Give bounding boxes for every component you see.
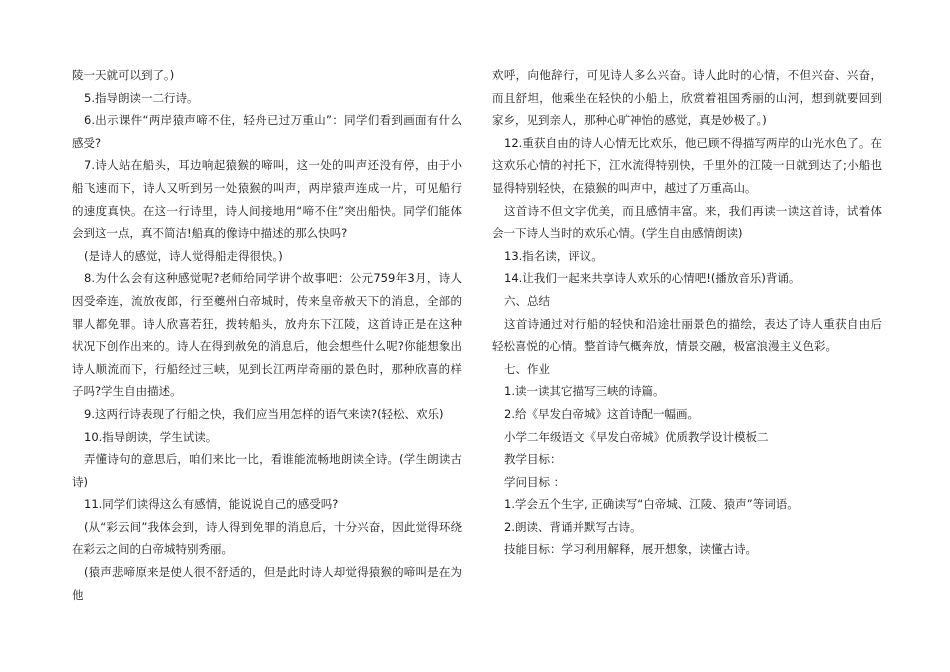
paragraph: 弄懂诗句的意思后，咱们来比一比，看谁能流畅地朗读全诗。(学生朗读古诗) — [72, 452, 462, 489]
paragraph: 1.学会五个生字, 正确读写“白帝城、江陵、猿声”等词语。 — [504, 497, 799, 512]
paragraph: 1.读一读其它描写三峡的诗篇。 — [504, 384, 665, 399]
paragraph: 9.这两行诗表现了行船之快，我们应当用怎样的语气来读?(轻松、欢乐) — [84, 406, 444, 421]
paragraph: 小学二年级语文《早发白帝城》优质教学设计模板二 — [504, 429, 769, 444]
paragraph: 10.指导朗读，学生试读。 — [84, 429, 218, 444]
paragraph: 7.诗人站在船头，耳边响起猿猴的啼叫，这一处的叫声还没有停，由于小船飞速而下，诗人又听到另一处猿猴的叫声，两岸猿声连成一片，可见船行的速度真快。在这一行诗里，诗人间接地用“啼不住”突出船快。同学们能体会到这一点，真不简洁!船真的像诗中描述的那么快吗? — [72, 158, 462, 241]
paragraph: (从“彩云间”我体会到，诗人得到免罪的消息后，十分兴奋，因此觉得环绕在彩云之间的白帝城特别秀丽。 — [72, 519, 462, 557]
paragraph: 6.出示课件“两岸猿声啼不住，轻舟已过万重山”：同学们看到画面有什么感受? — [72, 113, 462, 150]
paragraph: 5.指导朗读一二行诗。 — [84, 90, 199, 105]
paragraph: (是诗人的感觉，诗人觉得船走得很快。) — [84, 248, 283, 263]
left-column — [72, 64, 462, 606]
paragraph: (猿声悲啼原来是使人很不舒适的，但是此时诗人却觉得猿猴的啼叫是在为他 — [72, 565, 462, 602]
paragraph: 8.为什么会有这种感觉呢?老师给同学讲个故事吧：公元759年3月，诗人因受牵连，流放夜郎，行至夔州白帝城时，传来皇帝赦天下的消息，全部的罪人都免罪。诗人欣喜若狂，拨转船头，放舟东下江陵，这首诗正是在这种状况下创作出来的。诗人在得到赦免的消息后，他会想些什么呢?你能想象出诗人顺流而下，行船经过三峡，见到长江两岸奇丽的景色时，那种欣喜的样子吗?学生自由描述。 — [72, 271, 462, 399]
paragraph: 2.朗读、背诵并默写古诗。 — [504, 519, 642, 534]
paragraph: 教学目标： — [504, 452, 562, 467]
paragraph: 这首诗不但文字优美，而且感情丰富。来，我们再读一读这首诗，试着体会一下诗人当时的欢乐心情。(学生自由感情朗读) — [492, 203, 882, 241]
paragraph: 七、作业 — [504, 361, 550, 376]
paragraph: 技能目标：学习利用解释，展开想象，读懂古诗。 — [504, 542, 757, 557]
paragraph: 欢呼，向他辞行，可见诗人多么兴奋。诗人此时的心情，不但兴奋、兴奋，而且舒坦，他乘坐在轻快的小船上，欣赏着祖国秀丽的山河，想到就要回到家乡，见到亲人，那种心旷神怡的感觉，真是妙极了。) — [492, 68, 882, 128]
paragraph: 13.指名读，评议。 — [504, 248, 603, 263]
right-column — [492, 64, 882, 561]
paragraph: 14.让我们一起来共享诗人欢乐的心情吧!(播放音乐)背诵。 — [504, 271, 801, 286]
paragraph: 陵一天就可以到了。) — [72, 68, 175, 82]
paragraph: 学问目标 ： — [504, 474, 566, 489]
paragraph: 六、总结 — [504, 293, 550, 308]
paragraph: 这首诗通过对行船的轻快和沿途壮丽景色的描绘，表达了诗人重获自由后轻松喜悦的心情。整首诗气概奔放，情景交融，极富浪漫主义色彩。 — [492, 316, 882, 354]
paragraph: 11.同学们读得这么有感情，能说说自己的感受吗? — [84, 497, 339, 512]
paragraph: 2.给《早发白帝城》这首诗配一幅画。 — [504, 406, 699, 421]
paragraph: 12.重获自由的诗人心情无比欢乐，他已顾不得描写两岸的山光水色了。在这欢乐心情的衬托下，江水流得特别快，千里外的江陵一日就到达了;小船也显得特别轻快，在猿猴的叫声中，越过了万重高山。 — [492, 135, 882, 195]
